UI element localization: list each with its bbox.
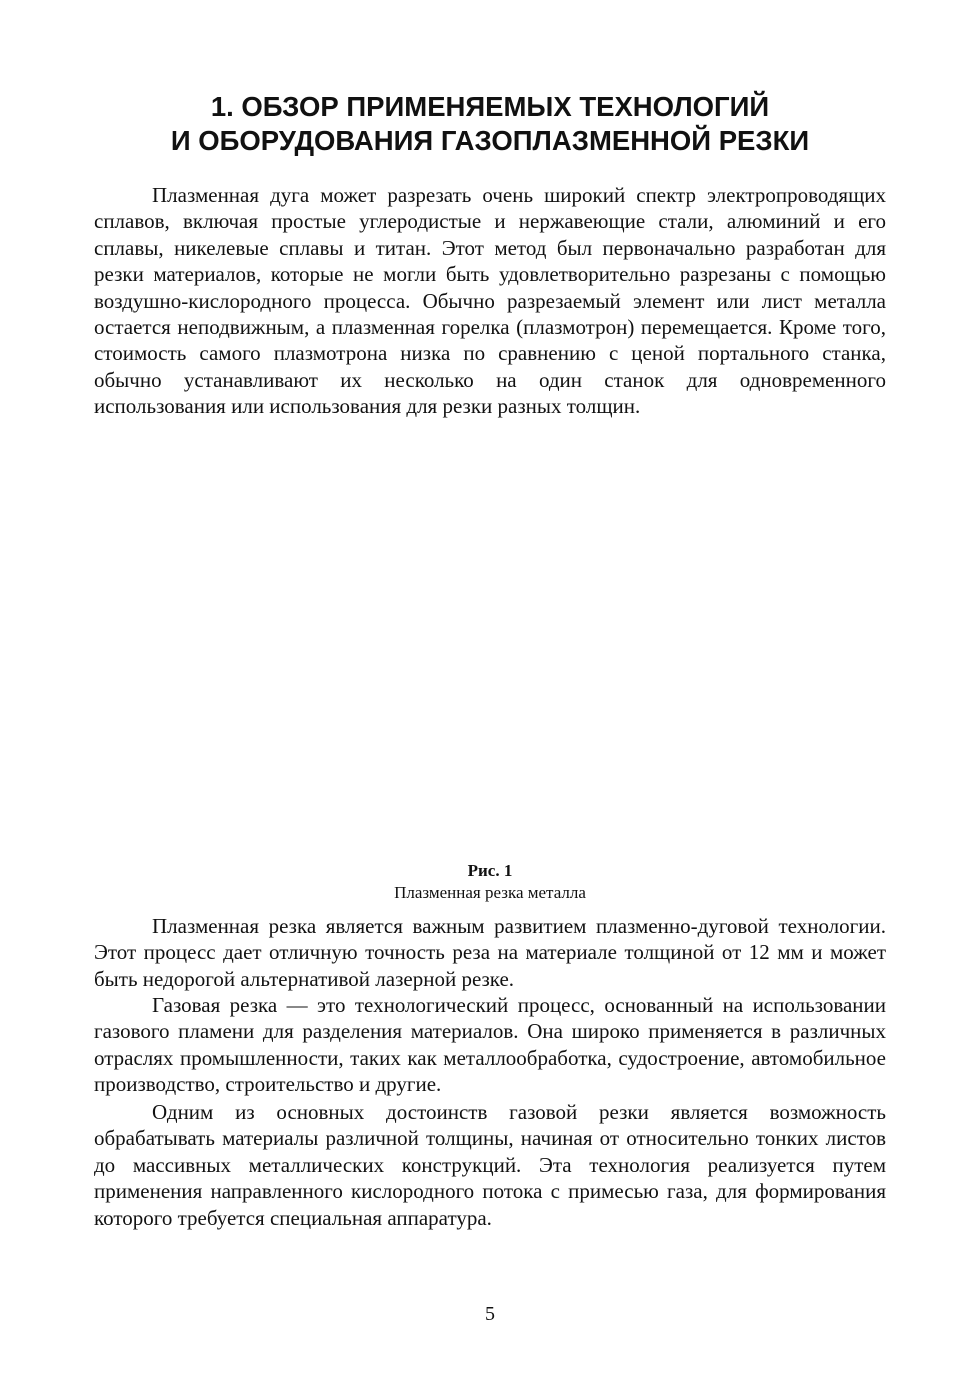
figure-label: Рис. 1	[467, 861, 513, 880]
paragraph-gas-cutting-advantages: Одним из основных достоинств газовой резки является возможность обрабатывать материалы различной толщины, начиная от относительно тонких листов до массивных металлических конструкций. Эта технология реализуется путем применения направленного кислородного потока с примесью газа, для формирования которого требуется специальная аппаратура.	[94, 1100, 886, 1230]
section-heading-line-1: 1. ОБЗОР ПРИМЕНЯЕМЫХ ТЕХНОЛОГИЙ	[210, 91, 770, 122]
figure-title: Плазменная резка металла	[394, 883, 586, 902]
figure-placeholder	[94, 462, 886, 852]
figure-caption	[94, 860, 886, 904]
section-heading	[94, 90, 886, 158]
paragraph-gas-cutting: Газовая резка — это технологический процесс, основанный на использовании газового пламени для разделения материалов. Она широко применяется в различных отраслях промышленности, таких как металлообработка, судостроение, автомобильное производство, строительство и другие.	[94, 993, 886, 1097]
paragraph-plasma-cutting: Плазменная резка является важным развитием плазменно-дуговой технологии. Этот процесс дает отличную точность реза на материале толщиной от 12 мм и может быть недорогой альтернативой лазерной резке.	[94, 914, 886, 991]
page-number: 5	[485, 1303, 495, 1325]
section-heading-line-2: И ОБОРУДОВАНИЯ ГАЗОПЛАЗМЕННОЙ РЕЗКИ	[170, 125, 810, 156]
paragraph-plasma-arc: Плазменная дуга может разрезать очень широкий спектр электропроводящих сплавов, включая простые углеродистые и нержавеющие стали, алюминий и его сплавы, никелевые сплавы и титан. Этот метод был первоначально разработан для резки материалов, которые не могли быть удовлетворительно разрезаны с помощью воздушно-кислородного процесса. Обычно разрезаемый элемент или лист металла остается неподвижным, а плазменная горелка (плазмотрон) перемещается. Кроме того, стоимость самого плазмотрона низка по сравнению с ценой портального станка, обычно устанавливают их несколько на один станок для одновременного использования или использования для резки разных толщин.	[94, 183, 886, 419]
